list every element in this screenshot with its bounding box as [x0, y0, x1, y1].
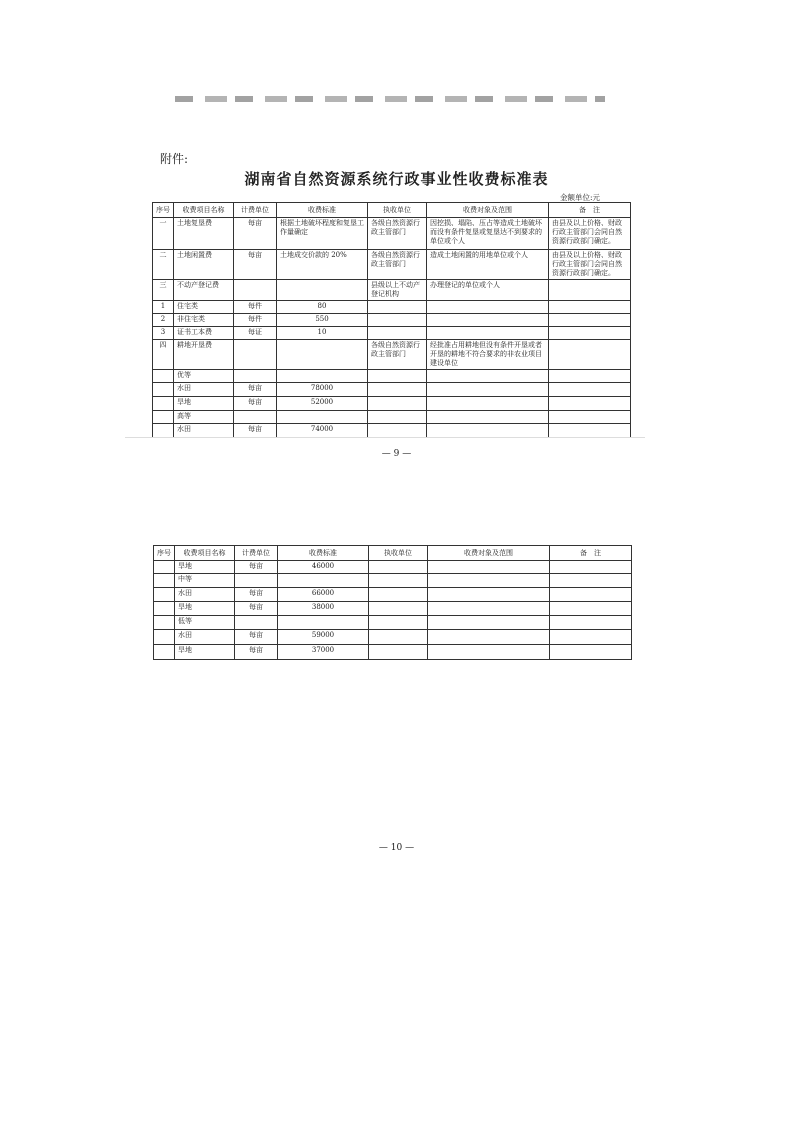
table-row: [154, 630, 632, 645]
fee-standard-table-page-9: [152, 202, 631, 438]
scope-cell: [428, 630, 550, 645]
fee-standard-table-page-10: [153, 545, 632, 660]
standard-cell: 74000: [277, 424, 368, 438]
scope-cell: 办理登记的单位或个人: [427, 280, 549, 301]
attachment-label: 附件:: [160, 152, 189, 166]
standard-cell: 10: [277, 327, 368, 340]
note-cell: [549, 314, 631, 327]
note-cell: [549, 370, 631, 383]
header-serial: 序号: [154, 546, 175, 561]
amount-unit-label: 金额单位:元: [560, 193, 601, 202]
item-name-cell: 旱地: [175, 561, 235, 574]
header-billing-unit: 计费单位: [235, 546, 278, 561]
billing-unit-cell: 每件: [234, 301, 277, 314]
item-name-cell: 优等: [174, 370, 234, 383]
scope-cell: [427, 411, 549, 424]
item-name-cell: 证书工本费: [174, 327, 234, 340]
scope-cell: [427, 383, 549, 397]
standard-cell: [278, 574, 369, 588]
serial-cell: [154, 574, 175, 588]
serial-cell: 二: [153, 250, 174, 280]
collector-cell: [369, 588, 428, 602]
collector-cell: [369, 574, 428, 588]
collector-cell: 各级自然资源行政主管部门: [368, 218, 427, 250]
scope-cell: [427, 327, 549, 340]
note-cell: [549, 280, 631, 301]
scope-cell: [427, 397, 549, 411]
standard-cell: 550: [277, 314, 368, 327]
scope-cell: [428, 645, 550, 660]
billing-unit-cell: 每亩: [234, 383, 277, 397]
serial-cell: [154, 588, 175, 602]
billing-unit-cell: 每亩: [234, 250, 277, 280]
table-row: [154, 574, 632, 588]
table-row: [153, 370, 631, 383]
standard-cell: [278, 616, 369, 630]
page-edge: [125, 437, 645, 438]
billing-unit-cell: 每亩: [235, 645, 278, 660]
scan-artifact: [175, 96, 605, 102]
table-row: [153, 340, 631, 370]
item-name-cell: 水田: [174, 383, 234, 397]
collector-cell: [369, 561, 428, 574]
note-cell: [550, 630, 632, 645]
page-number: — 9 —: [381, 449, 412, 459]
table-header-row: [154, 546, 632, 561]
serial-cell: 2: [153, 314, 174, 327]
note-cell: [549, 411, 631, 424]
scope-cell: 因挖损、塌陷、压占等造成土地破坏而没有条件复垦或复垦达不到要求的单位或个人: [427, 218, 549, 250]
collector-cell: [369, 616, 428, 630]
billing-unit-cell: 每亩: [235, 630, 278, 645]
scope-cell: [427, 301, 549, 314]
standard-cell: 根据土地破坏程度和复垦工作量确定: [277, 218, 368, 250]
collector-cell: [368, 424, 427, 438]
collector-cell: [368, 314, 427, 327]
billing-unit-cell: 每亩: [235, 602, 278, 616]
header-standard: 收费标准: [277, 203, 368, 218]
table-row: [154, 645, 632, 660]
item-name-cell: 旱地: [174, 397, 234, 411]
scope-cell: [427, 370, 549, 383]
header-collector: 执收单位: [368, 203, 427, 218]
scope-cell: 经批准占用耕地但没有条件开垦或者开垦的耕地不符合要求的非农业项目建设单位: [427, 340, 549, 370]
header-billing-unit: 计费单位: [234, 203, 277, 218]
billing-unit-cell: [235, 574, 278, 588]
table-row: [153, 327, 631, 340]
standard-cell: [277, 370, 368, 383]
billing-unit-cell: 每亩: [234, 424, 277, 438]
item-name-cell: 低等: [175, 616, 235, 630]
table-row: [154, 602, 632, 616]
standard-cell: 土地成交价款的 20%: [277, 250, 368, 280]
note-cell: [549, 301, 631, 314]
table-row: [153, 397, 631, 411]
item-name-cell: 水田: [174, 424, 234, 438]
standard-cell: 46000: [278, 561, 369, 574]
billing-unit-cell: [234, 370, 277, 383]
header-note: 备 注: [549, 203, 631, 218]
billing-unit-cell: 每亩: [235, 561, 278, 574]
table-row: [154, 616, 632, 630]
serial-cell: [154, 630, 175, 645]
serial-cell: 1: [153, 301, 174, 314]
header-item-name: 收费项目名称: [175, 546, 235, 561]
header-collector: 执收单位: [369, 546, 428, 561]
scope-cell: [428, 574, 550, 588]
collector-cell: [369, 630, 428, 645]
standard-cell: 66000: [278, 588, 369, 602]
note-cell: [549, 340, 631, 370]
standard-cell: [277, 411, 368, 424]
serial-cell: [153, 411, 174, 424]
billing-unit-cell: 每件: [234, 314, 277, 327]
scope-cell: [428, 561, 550, 574]
scope-cell: 造成土地闲置的用地单位或个人: [427, 250, 549, 280]
item-name-cell: 旱地: [175, 602, 235, 616]
billing-unit-cell: [235, 616, 278, 630]
serial-cell: [153, 424, 174, 438]
header-item-name: 收费项目名称: [174, 203, 234, 218]
item-name-cell: 耕地开垦费: [174, 340, 234, 370]
item-name-cell: 非住宅类: [174, 314, 234, 327]
collector-cell: 县级以上不动产登记机构: [368, 280, 427, 301]
note-cell: [549, 383, 631, 397]
standard-cell: [277, 340, 368, 370]
standard-cell: 80: [277, 301, 368, 314]
item-name-cell: 中等: [175, 574, 235, 588]
standard-cell: 52000: [277, 397, 368, 411]
item-name-cell: 高等: [174, 411, 234, 424]
table-row: [154, 561, 632, 574]
table-row: [153, 383, 631, 397]
serial-cell: [153, 397, 174, 411]
standard-cell: 59000: [278, 630, 369, 645]
collector-cell: [369, 602, 428, 616]
collector-cell: [368, 327, 427, 340]
billing-unit-cell: 每证: [234, 327, 277, 340]
billing-unit-cell: 每亩: [234, 218, 277, 250]
table-row: [153, 411, 631, 424]
scope-cell: [428, 602, 550, 616]
standard-cell: 78000: [277, 383, 368, 397]
note-cell: [550, 602, 632, 616]
note-cell: [550, 561, 632, 574]
serial-cell: [153, 383, 174, 397]
note-cell: [550, 574, 632, 588]
header-scope: 收费对象及范围: [427, 203, 549, 218]
billing-unit-cell: [234, 411, 277, 424]
serial-cell: 一: [153, 218, 174, 250]
serial-cell: [154, 602, 175, 616]
billing-unit-cell: 每亩: [234, 397, 277, 411]
standard-cell: 37000: [278, 645, 369, 660]
scope-cell: [428, 616, 550, 630]
document-title: 湖南省自然资源系统行政事业性收费标准表: [244, 170, 549, 188]
table-row: [153, 218, 631, 250]
note-cell: 由县及以上价格、财政行政主管部门会同自然资源行政部门确定。: [549, 250, 631, 280]
item-name-cell: 旱地: [175, 645, 235, 660]
header-note: 备 注: [550, 546, 632, 561]
scope-cell: [427, 314, 549, 327]
header-serial: 序号: [153, 203, 174, 218]
item-name-cell: 住宅类: [174, 301, 234, 314]
collector-cell: [368, 383, 427, 397]
item-name-cell: 不动产登记费: [174, 280, 234, 301]
serial-cell: [154, 616, 175, 630]
scope-cell: [428, 588, 550, 602]
billing-unit-cell: [234, 280, 277, 301]
item-name-cell: 土地闲置费: [174, 250, 234, 280]
note-cell: [549, 397, 631, 411]
standard-cell: 38000: [278, 602, 369, 616]
serial-cell: [154, 561, 175, 574]
table-row: [153, 250, 631, 280]
note-cell: [550, 645, 632, 660]
note-cell: [549, 424, 631, 438]
serial-cell: 四: [153, 340, 174, 370]
billing-unit-cell: [234, 340, 277, 370]
serial-cell: 3: [153, 327, 174, 340]
header-scope: 收费对象及范围: [428, 546, 550, 561]
note-cell: [549, 327, 631, 340]
header-standard: 收费标准: [278, 546, 369, 561]
collector-cell: [368, 301, 427, 314]
table-row: [154, 588, 632, 602]
table-row: [153, 301, 631, 314]
table-row: [153, 424, 631, 438]
serial-cell: 三: [153, 280, 174, 301]
item-name-cell: 土地复垦费: [174, 218, 234, 250]
collector-cell: [369, 645, 428, 660]
collector-cell: [368, 370, 427, 383]
billing-unit-cell: 每亩: [235, 588, 278, 602]
table-row: [153, 280, 631, 301]
standard-cell: [277, 280, 368, 301]
collector-cell: 各级自然资源行政主管部门: [368, 250, 427, 280]
table-header-row: [153, 203, 631, 218]
table-row: [153, 314, 631, 327]
note-cell: 由县及以上价格、财政行政主管部门会同自然资源行政部门确定。: [549, 218, 631, 250]
serial-cell: [154, 645, 175, 660]
note-cell: [550, 616, 632, 630]
serial-cell: [153, 370, 174, 383]
collector-cell: 各级自然资源行政主管部门: [368, 340, 427, 370]
scope-cell: [427, 424, 549, 438]
note-cell: [550, 588, 632, 602]
page-number: — 10 —: [378, 843, 415, 853]
item-name-cell: 水田: [175, 630, 235, 645]
item-name-cell: 水田: [175, 588, 235, 602]
collector-cell: [368, 397, 427, 411]
collector-cell: [368, 411, 427, 424]
